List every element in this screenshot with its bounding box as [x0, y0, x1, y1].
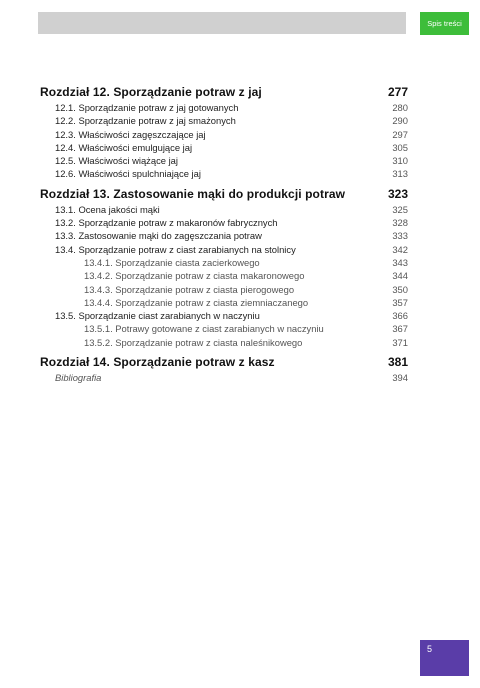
subsection-page: 357: [392, 296, 408, 308]
section-title: 13.2. Sporządzanie potraw z makaronów fabrycznych: [55, 217, 278, 229]
subsection-page: 350: [392, 283, 408, 295]
subsection-title: 13.4.3. Sporządzanie potraw z ciasta pierogowego: [84, 283, 295, 295]
section-title: 12.2. Sporządzanie potraw z jaj smażonych: [55, 115, 236, 127]
section-page: 280: [392, 102, 408, 113]
toc-section-13-3[interactable]: [40, 229, 408, 242]
subsection-page: 367: [392, 323, 408, 335]
page-number: 5: [427, 644, 433, 654]
subsection-title: 13.4.4. Sporządzanie potraw z ciasta ziemniaczanego: [84, 296, 309, 308]
section-title: 13.5. Sporządzanie ciast zarabianych w naczyniu: [55, 310, 260, 322]
toc-chapter-12[interactable]: [40, 83, 408, 101]
subsection-page: 344: [392, 270, 408, 282]
section-title: 12.1. Sporządzanie potraw z jaj gotowanych: [55, 102, 239, 113]
section-page: 290: [392, 115, 408, 127]
toc-subsection-13-4-1[interactable]: [40, 256, 408, 269]
chapter-page: 381: [387, 355, 408, 370]
section-title: 12.3. Właściwości zagęszczające jaj: [55, 128, 206, 140]
toc-section-12-2[interactable]: [40, 114, 408, 127]
section-page: 333: [392, 230, 408, 242]
chapter-title: Rozdział 14. Sporządzanie potraw z kasz: [40, 355, 275, 370]
toc-section-13-5[interactable]: [40, 309, 408, 322]
section-title: 13.1. Ocena jakości mąki: [55, 203, 160, 215]
bibliography-page: 394: [392, 372, 408, 384]
toc-subsection-13-4-4[interactable]: [40, 296, 408, 309]
subsection-title: 13.4.1. Sporządzanie ciasta zacierkowego: [84, 256, 260, 268]
section-page: 325: [392, 203, 408, 215]
chapter-page: 277: [387, 85, 408, 99]
section-title: 13.4. Sporządzanie potraw z ciast zarabianych na stolnicy: [55, 243, 296, 255]
toc-chapter-13[interactable]: [40, 185, 408, 203]
toc-section-12-1[interactable]: [40, 101, 408, 114]
subsection-title: 13.5.2. Sporządzanie potraw z ciasta naleśnikowego: [84, 336, 303, 348]
chapter-title: Rozdział 12. Sporządzanie potraw z jaj: [40, 85, 262, 99]
toc-section-12-5[interactable]: [40, 154, 408, 167]
section-title: 12.4. Właściwości emulgujące jaj: [55, 141, 193, 153]
section-page: 328: [392, 217, 408, 229]
toc-subsection-13-5-2[interactable]: [40, 336, 408, 349]
page-number-box: [420, 640, 469, 676]
section-page: 342: [392, 243, 408, 255]
subsection-page: 371: [392, 336, 408, 348]
chapter-page: 323: [387, 186, 408, 201]
toc-section-13-2[interactable]: [40, 216, 408, 229]
section-title: 12.6. Właściwości spulchniające jaj: [55, 168, 201, 180]
table-of-contents: [40, 82, 408, 385]
chapter-title: Rozdział 13. Zastosowanie mąki do produkcji potraw: [40, 186, 346, 201]
bibliography-title: Bibliografia: [55, 372, 102, 384]
toc-subsection-13-4-3[interactable]: [40, 283, 408, 296]
toc-subsection-13-4-2[interactable]: [40, 269, 408, 282]
toc-tab-label: Spis treści: [427, 19, 462, 28]
toc-section-13-1[interactable]: [40, 203, 408, 216]
toc-section-13-4[interactable]: [40, 243, 408, 256]
toc-bibliography[interactable]: [40, 371, 408, 385]
section-page: 313: [392, 168, 408, 180]
toc-tab[interactable]: [420, 12, 469, 35]
subsection-title: 13.5.1. Potrawy gotowane z ciast zarabianych w naczyniu: [84, 323, 324, 335]
toc-subsection-13-5-1[interactable]: [40, 322, 408, 335]
section-page: 305: [392, 141, 408, 153]
toc-section-12-6[interactable]: [40, 167, 408, 180]
toc-chapter-14[interactable]: [40, 353, 408, 371]
section-page: 297: [392, 128, 408, 140]
subsection-page: 343: [392, 256, 408, 268]
section-page: 366: [392, 310, 408, 322]
header-bar: [38, 12, 406, 34]
toc-section-12-4[interactable]: [40, 141, 408, 154]
section-page: 310: [392, 155, 408, 167]
toc-section-12-3[interactable]: [40, 128, 408, 141]
subsection-title: 13.4.2. Sporządzanie potraw z ciasta makaronowego: [84, 270, 305, 282]
section-title: 12.5. Właściwości wiążące jaj: [55, 155, 178, 167]
section-title: 13.3. Zastosowanie mąki do zagęszczania potraw: [55, 230, 262, 242]
